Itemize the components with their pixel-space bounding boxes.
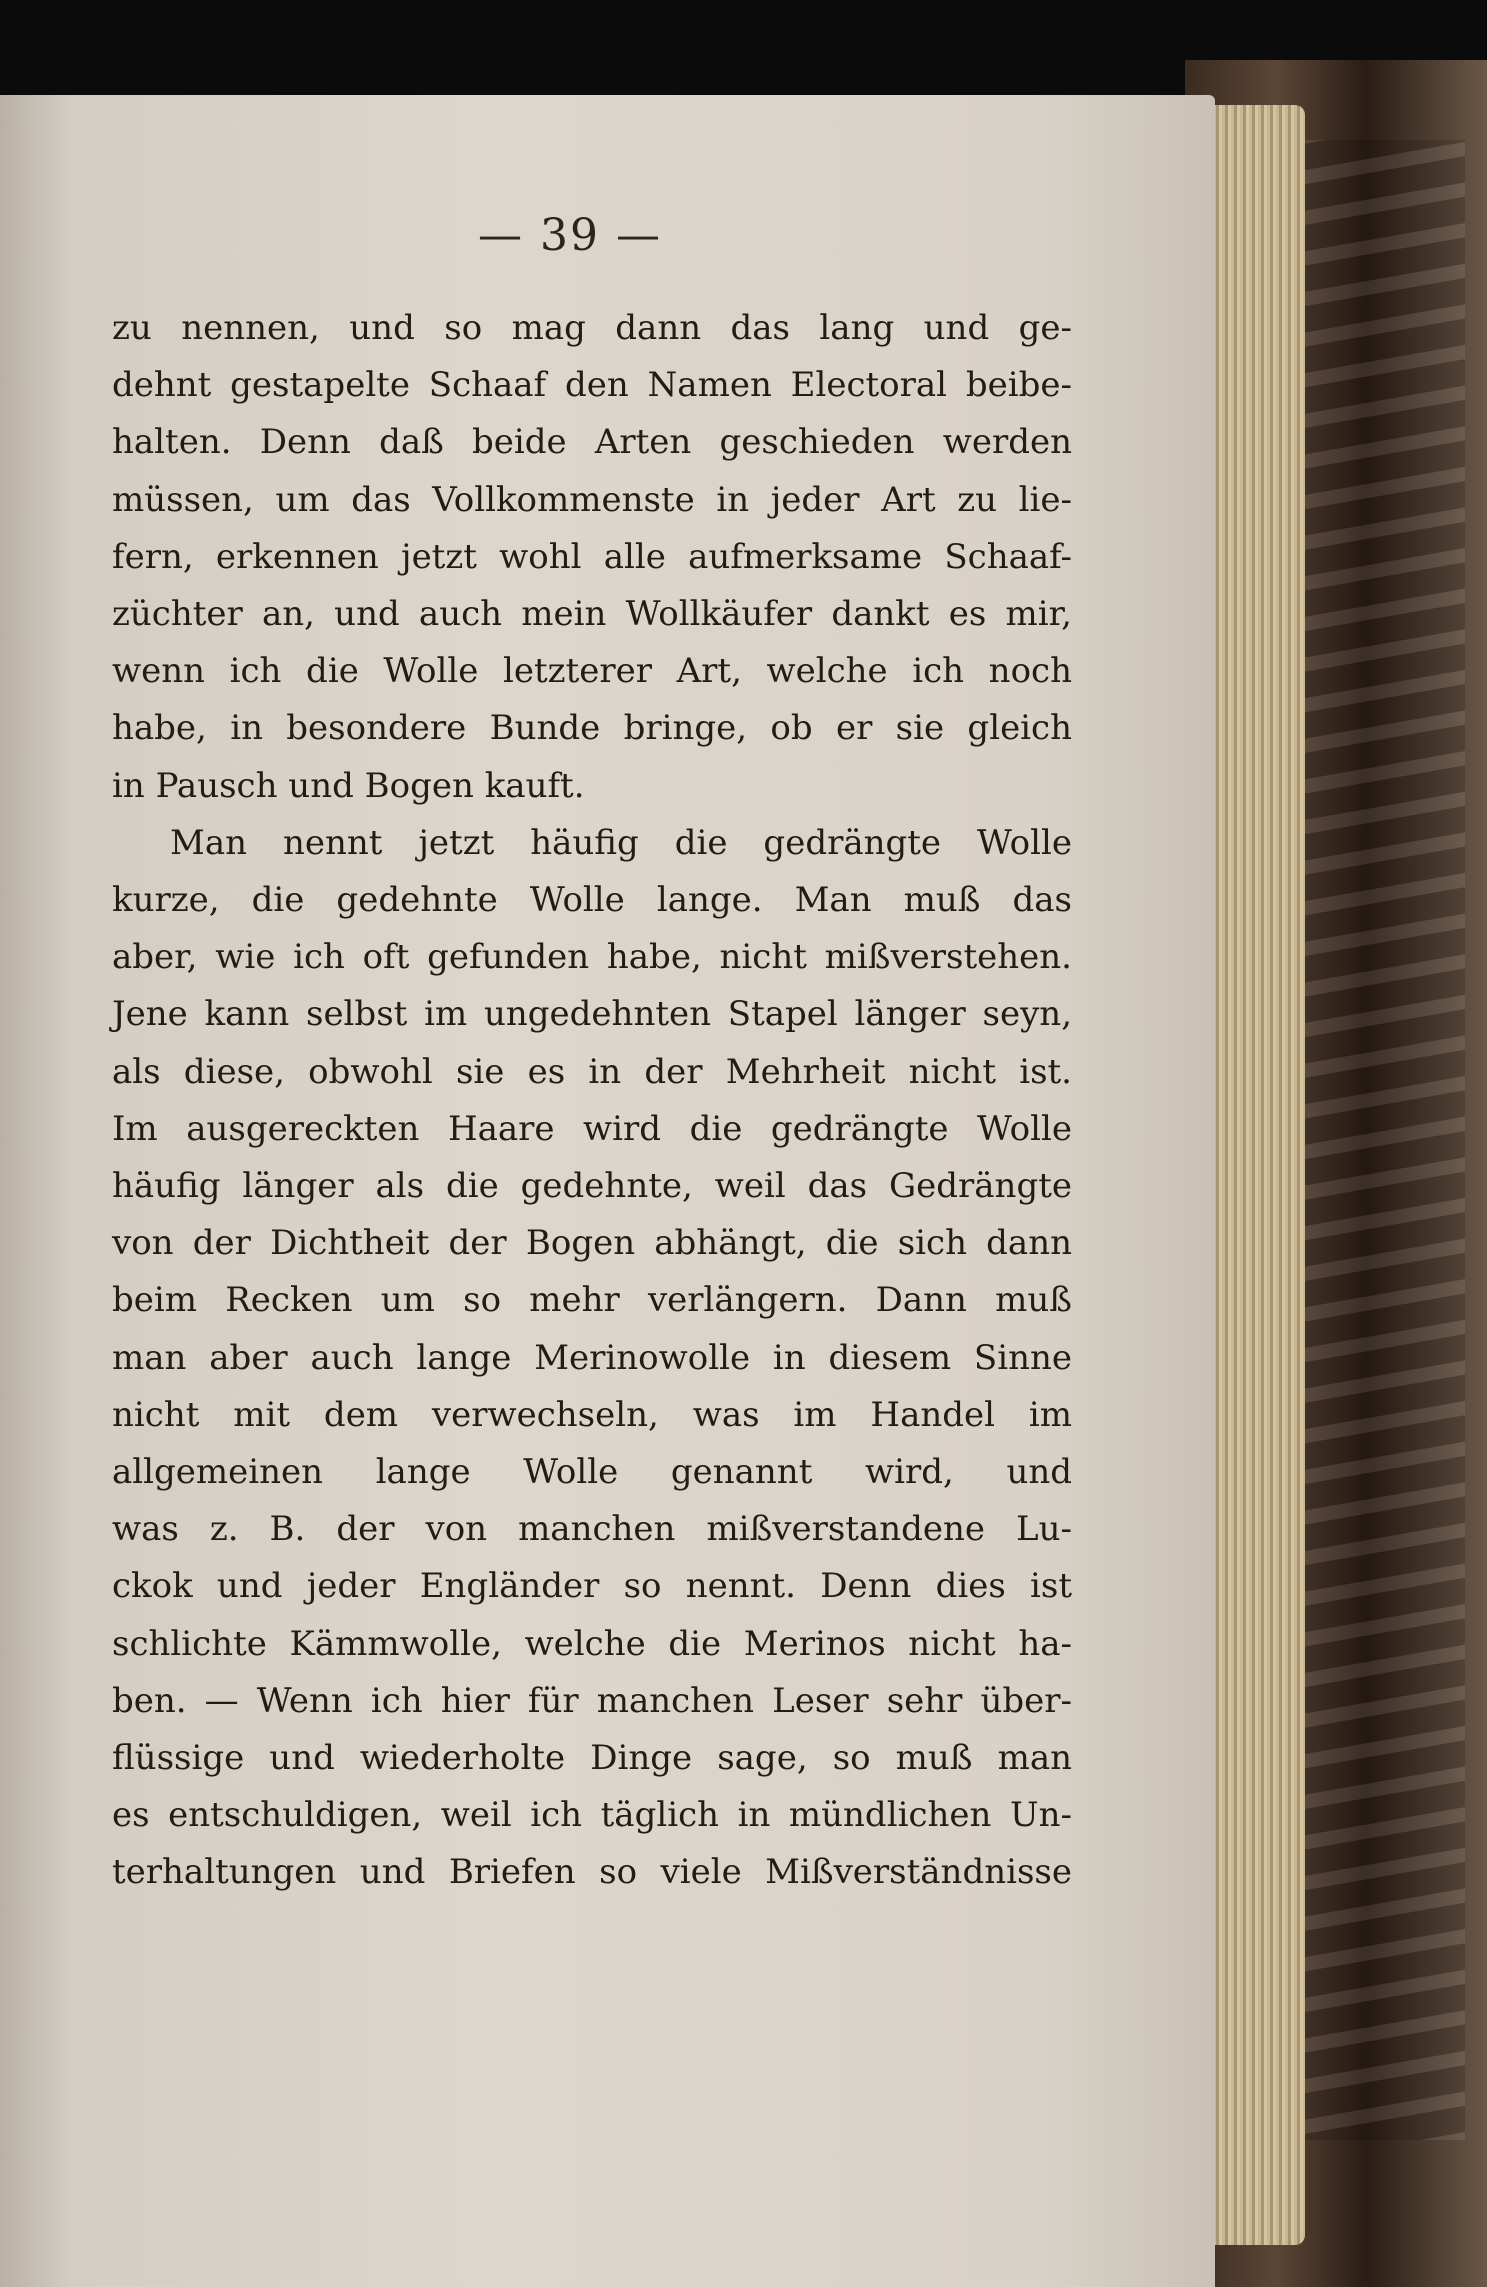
- text-line: habe, in besondere Bunde bringe, ob er sie gleich: [112, 708, 1072, 749]
- text-line: dehnt gestapelte Schaaf den Namen Electoral beibe-: [112, 365, 1072, 406]
- text-line: es entschuldigen, weil ich täglich in mündlichen Un-: [112, 1795, 1072, 1836]
- text-line: in Pausch und Bogen kauft.: [112, 765, 585, 806]
- text-line: halten. Denn daß beide Arten geschieden werden: [112, 422, 1072, 463]
- text-line: nicht mit dem verwechseln, was im Handel im: [112, 1394, 1072, 1435]
- body-text: [112, 300, 1072, 1902]
- text-line: flüssige und wiederholte Dinge sage, so muß man: [112, 1738, 1072, 1779]
- text-line: zu nennen, und so mag dann das lang und ge-: [112, 308, 1072, 348]
- page-header: — 39 —: [478, 210, 662, 261]
- text-line: was z. B. der von manchen mißverstandene Lu-: [112, 1509, 1072, 1550]
- text-line: man aber auch lange Merinowolle in diesem Sinne: [112, 1337, 1072, 1378]
- text-line: schlichte Kämmwolle, welche die Merinos nicht ha-: [112, 1623, 1072, 1664]
- text-line: kurze, die gedehnte Wolle lange. Man muß das: [112, 880, 1072, 921]
- text-line: von der Dichtheit der Bogen abhängt, die sich dann: [112, 1223, 1072, 1264]
- text-line: wenn ich die Wolle letzterer Art, welche ich noch: [112, 651, 1072, 692]
- text-line: Im ausgereckten Haare wird die gedrängte Wolle: [112, 1108, 1072, 1149]
- text-line: aber, wie ich oft gefunden habe, nicht mißverstehen.: [112, 937, 1072, 978]
- text-line: ben. — Wenn ich hier für manchen Leser sehr über-: [112, 1680, 1072, 1721]
- text-line: züchter an, und auch mein Wollkäufer dankt es mir,: [112, 594, 1072, 635]
- text-line: Man nennt jetzt häufig die gedrängte Wolle: [170, 822, 1072, 863]
- text-line: häufig länger als die gedehnte, weil das Gedrängte: [112, 1166, 1072, 1207]
- text-line: ckok und jeder Engländer so nennt. Denn dies ist: [112, 1566, 1072, 1607]
- text-line: allgemeinen lange Wolle genannt wird, und: [112, 1452, 1072, 1493]
- text-line: fern, erkennen jetzt wohl alle aufmerksame Schaaf-: [112, 536, 1072, 577]
- text-line: beim Recken um so mehr verlängern. Dann muß: [112, 1280, 1072, 1321]
- text-line: terhaltungen und Briefen so viele Mißverständnisse: [112, 1852, 1072, 1893]
- text-line: Jene kann selbst im ungedehnten Stapel länger seyn,: [112, 994, 1072, 1035]
- text-line: müssen, um das Vollkommenste in jeder Art zu lie-: [112, 479, 1072, 520]
- text-line: als diese, obwohl sie es in der Mehrheit nicht ist.: [112, 1051, 1072, 1092]
